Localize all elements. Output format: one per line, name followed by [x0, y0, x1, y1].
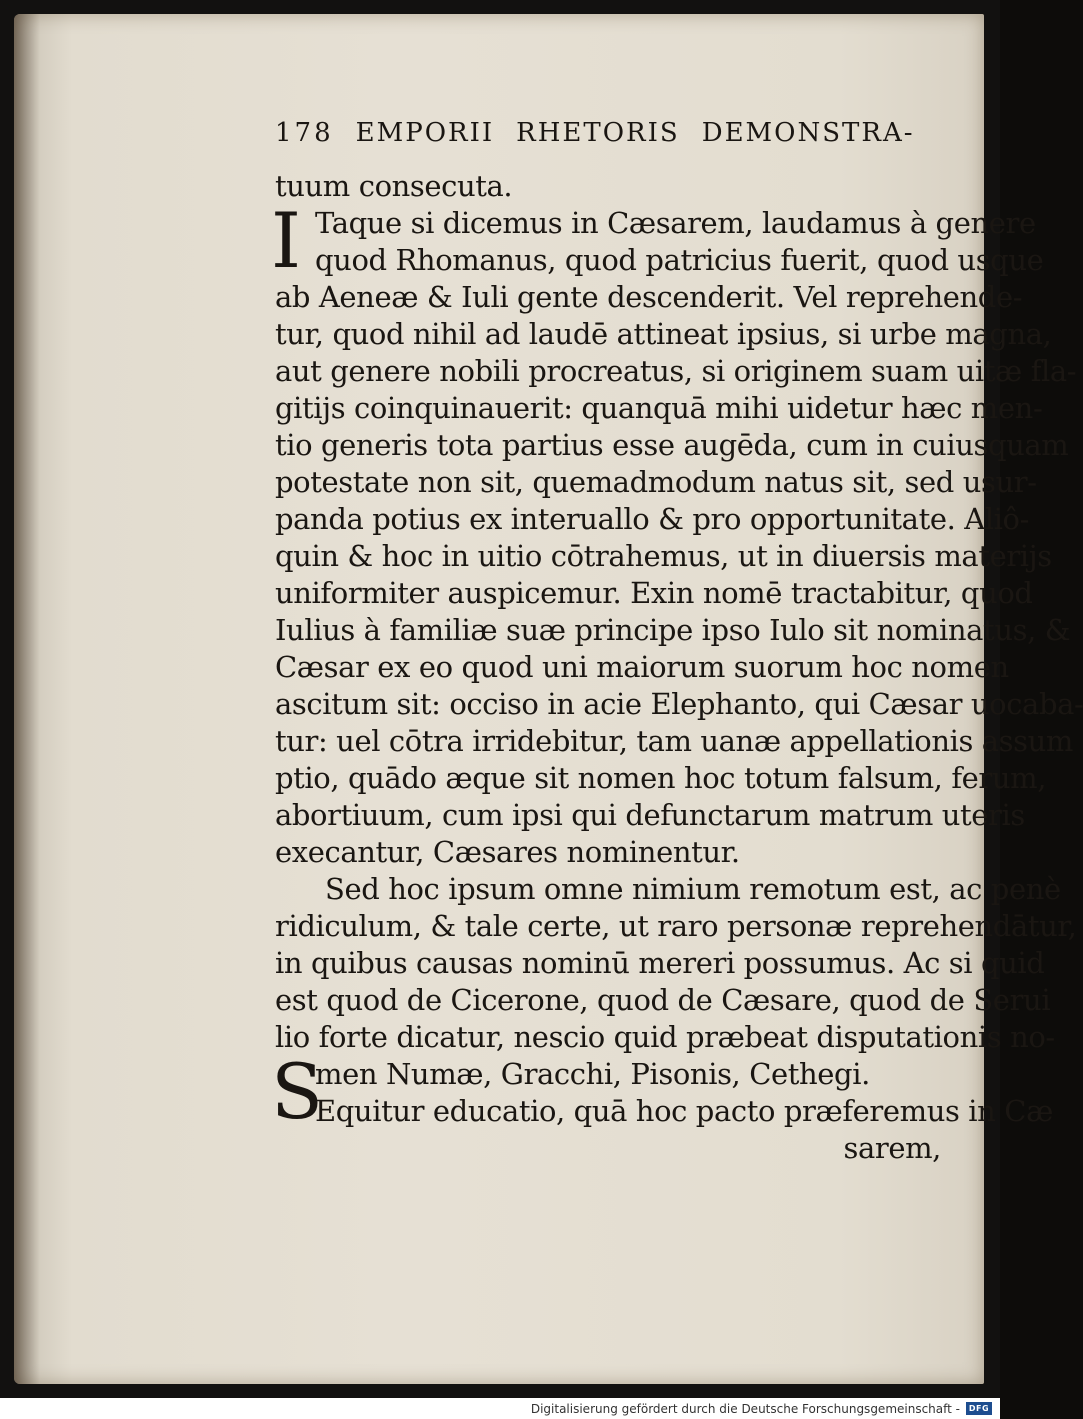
gutter-shadow	[14, 14, 40, 1384]
text-line: tur: uel cōtra irridebitur, tam uanæ appellationis assum	[275, 724, 1073, 758]
paragraph-body	[275, 279, 1083, 871]
dfg-logo-icon: DFG	[966, 1402, 992, 1415]
text-line: ascitum sit: occiso in acie Elephanto, qui Cæsar uocaba-	[275, 687, 1083, 721]
text-line: uniformiter auspicemur. Exin nomē tractabitur, quod	[275, 576, 1033, 610]
drop-cap-s: S	[271, 1047, 324, 1136]
text-line: est quod de Cicerone, quod de Cæsare, quod de Serui	[275, 983, 1051, 1017]
footer-credit: Digitalisierung gefördert durch die Deutsche Forschungsgemeinschaft -	[530, 1401, 960, 1416]
text-line: ab Aeneæ & Iuli gente descenderit. Vel reprehende-	[275, 280, 1023, 314]
text-line: abortiuum, cum ipsi qui defunctarum matrum uteris	[275, 798, 1025, 832]
paragraph-initial-s	[271, 1047, 1053, 1136]
text-line: quin & hoc in uitio cōtrahemus, ut in diuersis materijs	[275, 539, 1052, 573]
text-line: quod Rhomanus, quod patricius fuerit, quod usque	[315, 243, 1044, 277]
text-line: tur, quod nihil ad laudē attineat ipsius, si urbe magna,	[275, 317, 1052, 351]
text-line: potestate non sit, quemadmodum natus sit, sed usur-	[275, 465, 1037, 499]
paragraph-sed	[275, 871, 1077, 1056]
running-head	[275, 118, 965, 168]
text-line: aut genere nobili procreatus, si originem suam uitæ fla-	[275, 354, 1077, 388]
text-line: tio generis tota partius esse augēda, cum in cuiusquam	[275, 428, 1069, 462]
running-head-word-3: DEMONSTRA-	[701, 118, 915, 148]
paragraph-initial-i	[271, 196, 1044, 285]
page-number: 178	[275, 118, 334, 148]
text-line: Cæsar ex eo quod uni maiorum suorum hoc nomen	[275, 650, 1009, 684]
catchword: sarem,	[843, 1131, 941, 1165]
text-line: lio forte dicatur, nescio quid præbeat disputationis no-	[275, 1020, 1055, 1054]
text-line: tuum consecuta.	[275, 169, 513, 203]
text-line: Sed hoc ipsum omne nimium remotum est, ac penè	[325, 872, 1061, 906]
text-line: men Numæ, Gracchi, Pisonis, Cethegi.	[315, 1057, 870, 1091]
text-line: ptio, quādo æque sit nomen hoc totum falsum, ferum,	[275, 761, 1047, 795]
text-line: Taque si dicemus in Cæsarem, laudamus à genere	[315, 206, 1036, 240]
drop-cap-i: I	[271, 196, 302, 285]
text-line: ridiculum, & tale certe, ut raro personæ reprehendātur,	[275, 909, 1077, 943]
text-line: gitijs coinquinauerit: quanquā mihi uidetur hæc men-	[275, 391, 1043, 425]
text-block	[271, 118, 1083, 1167]
text-line: in quibus causas nominū mereri possumus. Ac si quid	[275, 946, 1045, 980]
text-line: execantur, Cæsares nominentur.	[275, 835, 740, 869]
text-line: Iulius à familiæ suæ principe ipso Iulo sit nominatus, &	[275, 613, 1071, 647]
digitization-footer	[0, 1398, 1000, 1419]
text-line: panda potius ex interuallo & pro opportunitate. Aliô-	[275, 502, 1029, 536]
running-head-word-2: RHETORIS	[516, 118, 680, 148]
text-line: Equitur educatio, quā hoc pacto præferemus in Cæ	[315, 1094, 1053, 1128]
running-head-word-1: EMPORII	[355, 118, 495, 148]
